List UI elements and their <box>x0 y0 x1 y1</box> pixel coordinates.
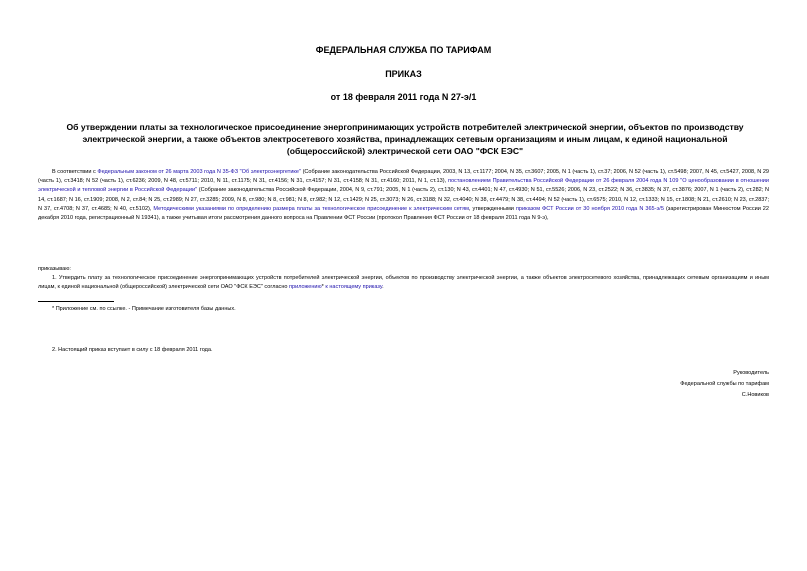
government-decree-link[interactable]: постановлением Правительства Российской Федерации от 26 февраля 2004 года N 109 "О ценообразовании в отношении электрической и тепловой энергии в Российской Федерации" <box>38 178 769 194</box>
appendix-link[interactable]: приложению <box>289 284 322 291</box>
signature-org: Федеральной службы по тарифам <box>680 381 769 387</box>
item-2-paragraph: 2. Настоящий приказ вступает в силу с 18 февраля 2011 года. <box>52 347 213 353</box>
item-1-text: 1. Утвердить плату за технологическое присоединение энергопринимающих устройств потребителей электрической энергии, объектов по производству электрической энергии, а также объектов электросетевого хозяйства, принадлежащих сетевым организациям и иным лицам, к единой национальной (общероссийской) электрической сети ОАО "ФСК ЕЭС" согласно <box>38 275 769 291</box>
federal-law-link[interactable]: Федеральным законом от 26 марта 2003 года N 35-ФЗ "Об электроэнергетике" <box>97 169 301 175</box>
fst-order-link[interactable]: приказом ФСТ России от 30 ноября 2010 года N 365-э/5 <box>515 205 664 212</box>
signature-name: С.Новиков <box>741 392 769 398</box>
preamble-text-4: , утвержденными <box>468 205 516 212</box>
item-1-paragraph <box>38 274 769 292</box>
preamble-text-5: (зарегистрирован Минюстом России 22 декабря 2010 года, регистрационный N 19341), а также учитывая итоги рассмотрения данного вопроса на Правлении ФСТ России (протокол Правления ФСТ России от 18 февраля 2011 года N 9-э), <box>38 205 769 222</box>
agency-heading: ФЕДЕРАЛЬНАЯ СЛУЖБА ПО ТАРИФАМ <box>315 45 492 55</box>
methodical-guidelines-link[interactable]: Методическими указаниями по определению размера платы за технологическое присоединение к электрическим сетям <box>153 205 469 212</box>
item-1-end: . <box>382 284 384 291</box>
footnote-text: * Приложение см. по ссылке. - Примечание изготовителя базы данных. <box>52 306 236 312</box>
preamble-text-2: (Собрание законодательства Российской Федерации, 2003, N 13, ст.1177; 2004, N 35, ст.3607; 2005, N 1 (часть 1), ст.37; 2006, N 52 (часть 1), ст.5498; 2007, N 45, ст.5427, 2008, N 29 (часть 1), ст.3418; N 52 (часть 1), ст.6236; 2009, N 48, ст.5711; 2010, N 11, ст.1175; N 31, ст.4156; N 31, ст.4157; N 31, ст.4158; N 31, ст.4160; 2011, N 1, ст.13), <box>38 169 769 185</box>
preamble-paragraph <box>38 168 769 223</box>
footnote-divider <box>38 301 114 302</box>
appendix-link-tail[interactable]: к настоящему приказу <box>323 284 383 291</box>
document-title: Об утверждении платы за технологическое присоединение энергопринимающих устройств потребителей электрической энергии, объектов по производству электрической энергии, а также объектов электросетевого хозяйства, принадлежащих сетевым организациям и иным лицам, к единой национальной (общероссийской) электрической сети ОАО "ФСК ЕЭС" <box>66 122 744 156</box>
signature-role: Руководитель <box>733 370 769 376</box>
preamble-text-1: В соответствии с <box>52 169 98 175</box>
orders-label: приказываю: <box>38 266 71 272</box>
footnote-marker: * <box>321 284 324 291</box>
doc-type-heading: ПРИКАЗ <box>385 69 422 79</box>
preamble-text-3: (Собрание законодательства Российской Федерации, 2004, N 9, ст.791; 2005, N 1 (часть 2), ст.130; N 43, ст.4401; N 47, ст.4930; N 51, ст.5526; 2006, N 23, ст.2522; N 36, ст.3835; N 37, ст.3876; 2007, N 1 (часть 2), ст.282; N 14, ст.1687; N 16, ст.1909; 2008, N 2, ст.84; N 25, ст.2989; N 27, ст.3285; 2009, N 8, ст.980; N 8, ст.981; N 8, ст.982; N 12, ст.1429; N 25, ст.3073; N 26, ст.3188; N 32, ст.4040; N 38, ст.4479; N 38, ст.4494; N 52 (часть 1), ст.6575; 2010, N 12, ст.1333; N 15, ст.1808; N 21, ст.2610; N 23, ст.2837; N 37, ст.4708; N 37, ст.4685; N 40, ст.5102), <box>38 187 769 212</box>
doc-date-number: от 18 февраля 2011 года N 27-э/1 <box>330 92 477 102</box>
